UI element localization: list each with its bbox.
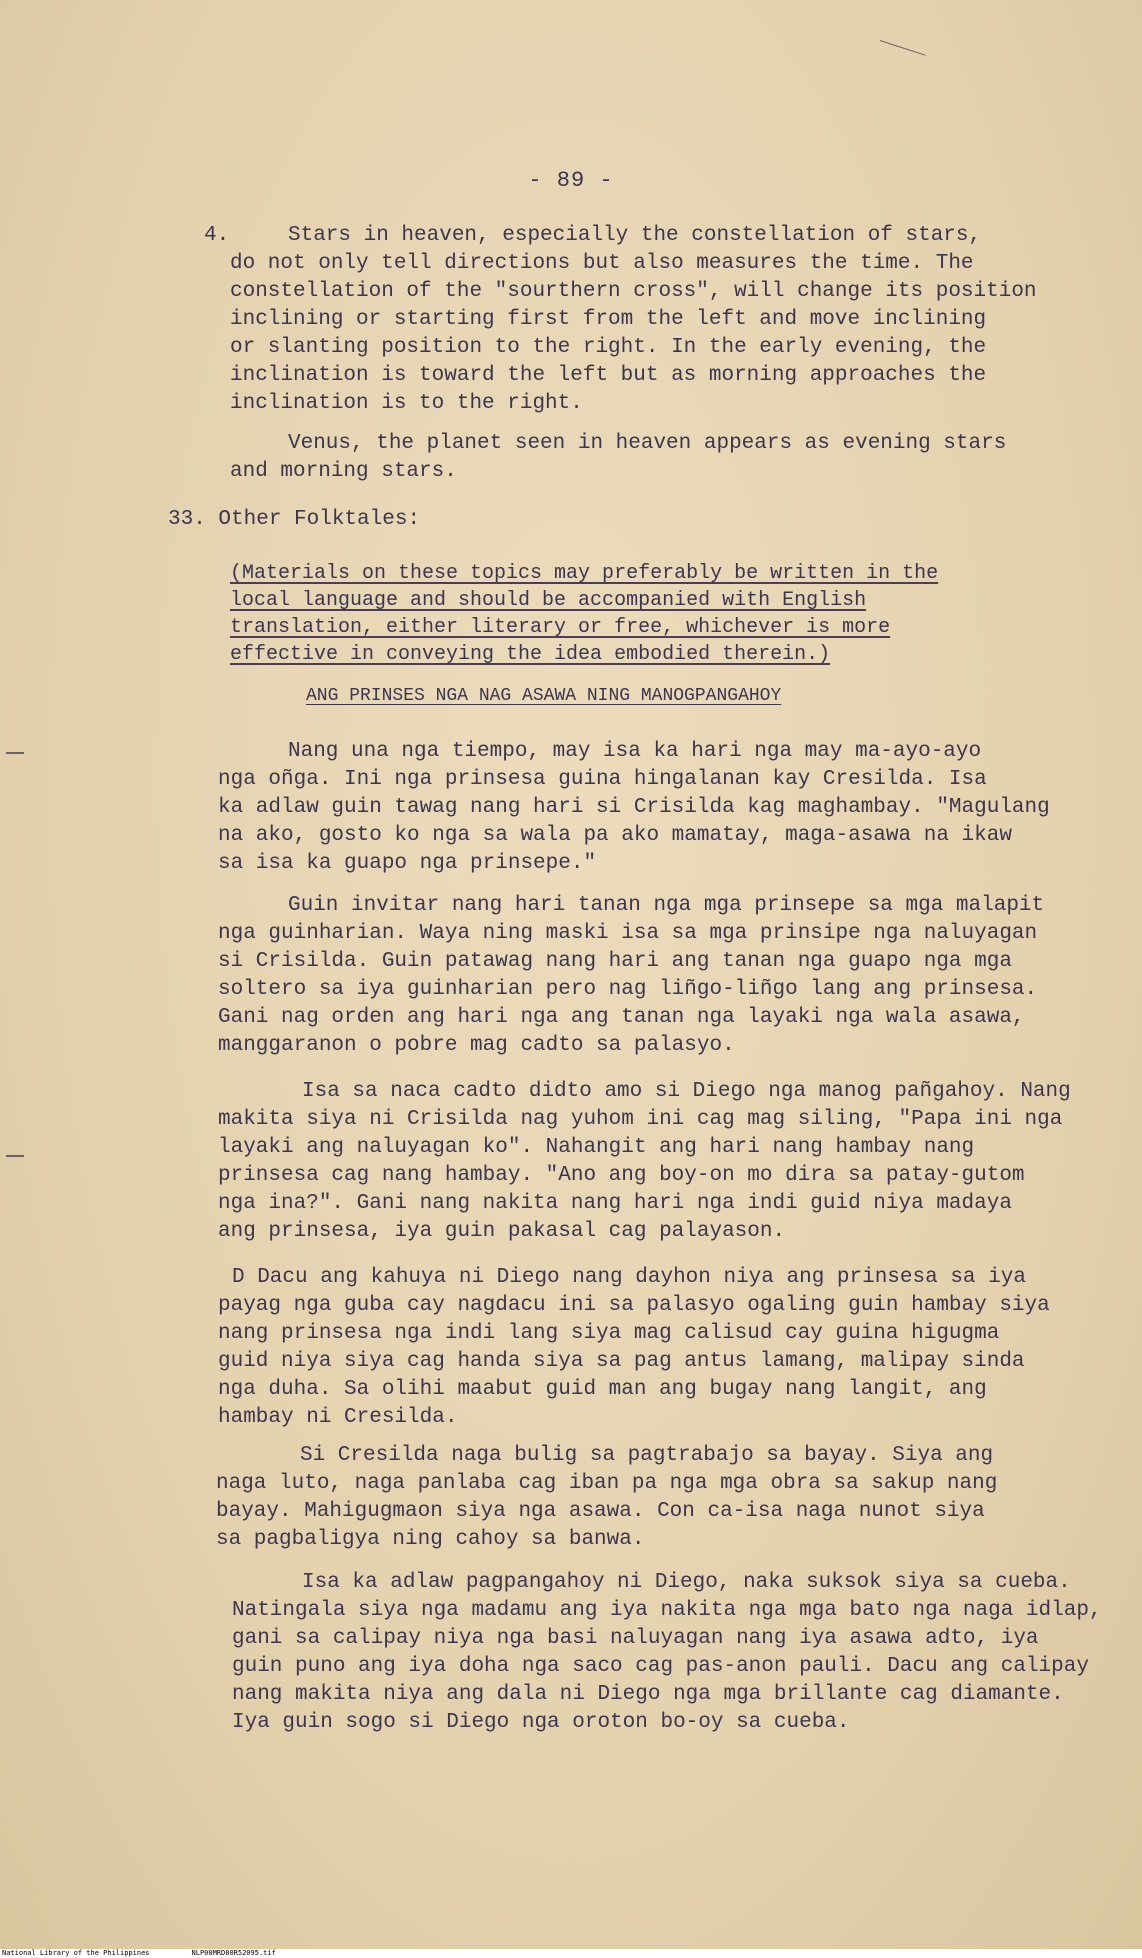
text-line: sa isa ka guapo nga prinsepe.": [218, 852, 597, 875]
text-line: gani sa calipay niya nga basi naluyagan nang iya asawa adto, iya: [232, 1627, 1039, 1650]
text-line: bayay. Mahigugmaon siya nga asawa. Con ca-isa naga nunot siya: [216, 1500, 985, 1523]
text-line: sa pagbaligya ning cahoy sa banwa.: [216, 1528, 645, 1551]
text-line: nang makita niya ang dala ni Diego nga mga brillante cag diamante.: [232, 1683, 1064, 1706]
scan-footer: [0, 1949, 1142, 1958]
text-line: nang prinsesa nga indi lang siya mag calisud cay guina higugma: [218, 1322, 1000, 1345]
note-line: translation, either literary or free, whichever is more: [230, 616, 891, 639]
note-line: effective in conveying the idea embodied therein.): [230, 643, 831, 666]
text-line: Si Cresilda naga bulig sa pagtrabajo sa bayay. Siya ang: [300, 1444, 994, 1467]
text-line: and morning stars.: [230, 460, 457, 483]
item-4-first-line: [204, 222, 1037, 250]
story-paragraph-5: [216, 1442, 997, 1554]
text-line: manggaranon o pobre mag cadto sa palasyo.: [218, 1034, 735, 1057]
text-line: guid niya siya cag handa siya sa pag antus lamang, malipay sinda: [218, 1350, 1025, 1373]
text-line: inclining or starting first from the left and move inclining: [230, 308, 987, 331]
text-line: makita siya ni Crisilda nag yuhom ini cag mag siling, "Papa ini nga: [218, 1108, 1063, 1131]
text-line: payag nga guba cay nagdacu ini sa palasyo ogaling guin hambay siya: [218, 1294, 1050, 1317]
pencil-mark: [880, 40, 926, 56]
text-line: Venus, the planet seen in heaven appears as evening stars: [288, 432, 1007, 455]
text-line: nga oñga. Ini nga prinsesa guina hingalanan kay Cresilda. Isa: [218, 768, 987, 791]
text-line: layaki ang naluyagan ko". Nahangit ang hari nang hambay nang: [218, 1136, 975, 1159]
text-line: Isa sa naca cadto didto amo si Diego nga manog pañgahoy. Nang: [302, 1080, 1071, 1103]
margin-mark: [6, 1155, 24, 1157]
text-line: inclination is to the right.: [230, 392, 583, 415]
text-line: prinsesa cag nang hambay. "Ano ang boy-on mo dira sa patay-gutom: [218, 1164, 1025, 1187]
text-line: Nang una nga tiempo, may isa ka hari nga may ma-ayo-ayo: [288, 740, 982, 763]
text-line: constellation of the "sourthern cross", will change its position: [230, 280, 1037, 303]
footer-institution: National Library of the Philippines: [2, 1949, 150, 1957]
text-line: nga guinharian. Waya ning maski isa sa mga prinsipe nga naluyagan: [218, 922, 1038, 945]
text-line: Isa ka adlaw pagpangahoy ni Diego, naka suksok siya sa cueba.: [302, 1571, 1071, 1594]
text-line: nga ina?". Gani nang nakita nang hari nga indi guid niya madaya: [218, 1192, 1012, 1215]
text-line: Iya guin sogo si Diego nga oroton bo-oy sa cueba.: [232, 1711, 850, 1734]
text-line: naga luto, naga panlaba cag iban pa nga mga obra sa sakup nang: [216, 1472, 998, 1495]
text-line: soltero sa iya guinharian pero nag liñgo-liñgo lang ang prinsesa.: [218, 978, 1038, 1001]
text-line: do not only tell directions but also measures the time. The: [230, 252, 974, 275]
story-paragraph-1: [218, 738, 1050, 878]
venus-paragraph: [230, 430, 1006, 486]
item-number: 4.: [204, 224, 230, 247]
item-4-paragraph: [204, 222, 1037, 418]
text-line: Natingala siya nga madamu ang iya nakita nga mga bato nga naga idlap,: [232, 1599, 1102, 1622]
text-line: si Crisilda. Guin patawag nang hari ang tanan nga guapo nga mga: [218, 950, 1012, 973]
text-line: ang prinsesa, iya guin pakasal cag palayason.: [218, 1220, 786, 1243]
note-line: (Materials on these topics may preferably be written in the: [230, 562, 939, 585]
text-line: na ako, gosto ko nga sa wala pa ako mamatay, maga-asawa na ikaw: [218, 824, 1012, 847]
story-paragraph-6: [232, 1569, 1102, 1737]
text-line: Stars in heaven, especially the constellation of stars,: [288, 224, 982, 247]
story-paragraph-2: [218, 892, 1044, 1060]
text-line: hambay ni Cresilda.: [218, 1406, 458, 1429]
section-33-heading: 33. Other Folktales:: [168, 508, 421, 531]
text-line: D Dacu ang kahuya ni Diego nang dayhon niya ang prinsesa sa iya: [232, 1266, 1026, 1289]
page-number: - 89 -: [528, 168, 614, 193]
story-paragraph-4: [218, 1264, 1050, 1432]
text-line: nga duha. Sa olihi maabut guid man ang bugay nang langit, ang: [218, 1378, 987, 1401]
margin-mark: [6, 752, 24, 754]
text-line: ka adlaw guin tawag nang hari si Crisilda kag maghambay. "Magulang: [218, 796, 1050, 819]
text-line: guin puno ang iya doha nga saco cag pas-anon pauli. Dacu ang calipay: [232, 1655, 1089, 1678]
note-line: local language and should be accompanied with English: [230, 589, 867, 612]
instruction-note: [230, 560, 938, 668]
story-title: ANG PRINSES NGA NAG ASAWA NING MANOGPANGAHOY: [306, 686, 782, 706]
text-line: Guin invitar nang hari tanan nga mga prinsepe sa mga malapit: [288, 894, 1045, 917]
footer-filename: NLP00MRD80R52095.tif: [191, 1949, 276, 1957]
text-line: or slanting position to the right. In the early evening, the: [230, 336, 987, 359]
text-line: inclination is toward the left but as morning approaches the: [230, 364, 987, 387]
text-line: Gani nag orden ang hari nga ang tanan nga layaki nga wala asawa,: [218, 1006, 1025, 1029]
story-paragraph-3: [218, 1078, 1071, 1246]
